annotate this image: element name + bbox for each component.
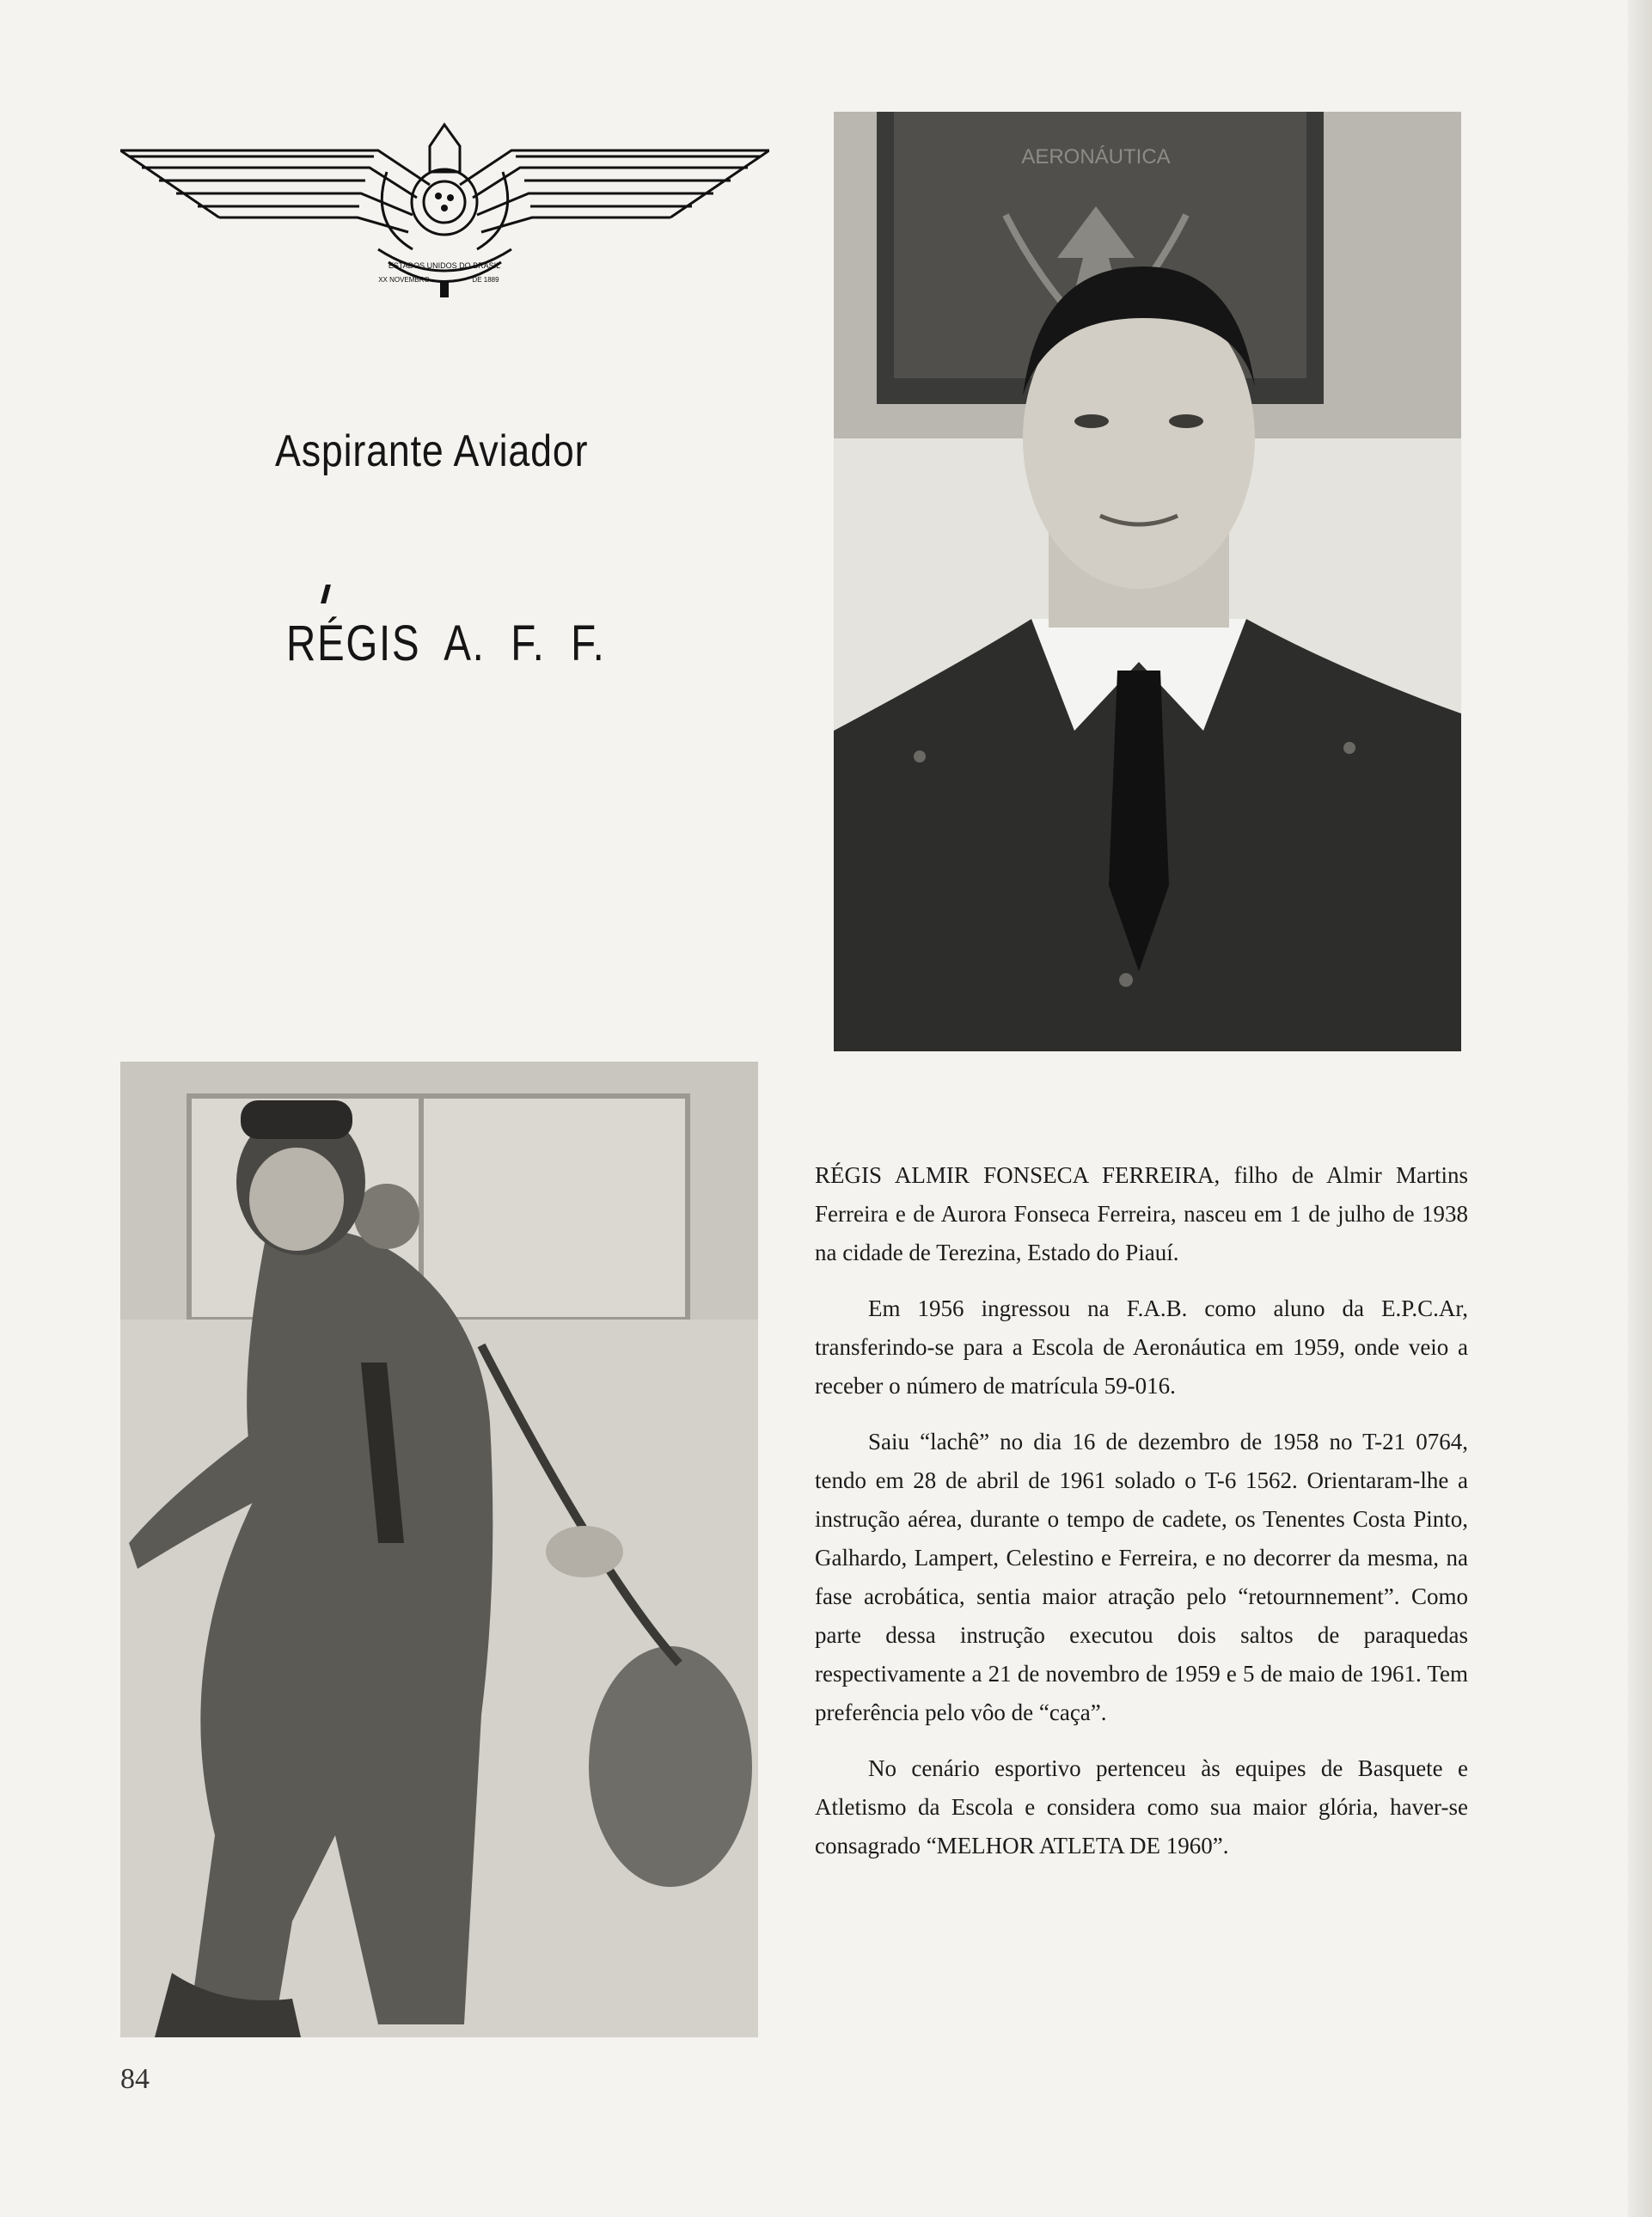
insignia-ring-text-left: XX NOVEMBRO xyxy=(378,276,430,284)
insignia-ring-text: ESTADOS UNIDOS DO BRASIL xyxy=(388,261,501,270)
plaque-text: AERONÁUTICA xyxy=(1021,145,1171,168)
biography-text xyxy=(815,1156,1468,1883)
pilot-in-flight-suit-photo xyxy=(120,1062,758,2037)
page-number: 84 xyxy=(120,2063,150,2095)
bio-paragraph-1: RÉGIS ALMIR FONSECA FERREIRA, filho de Almir Martins Ferreira e de Aurora Fonseca Ferreira, nasceu em 1 de julho de 1938 na cidade de Terezina, Estado do Piauí. xyxy=(815,1162,1468,1265)
air-force-wings-insignia-icon xyxy=(120,120,769,305)
bio-paragraph-3: Saiu “lachê” no dia 16 de dezembro de 1958 no T-21 0764, tendo em 28 de abril de 1961 solado o T-6 1562. Orientaram-lhe a instrução aérea, durante o tempo de cadete, os Tenentes Costa Pinto, Galhardo, Lampert, Celestino e Ferreira, e no decorrer da mesma, na fase acrobática, sentia maior atração pelo “retournnement”. Como parte dessa instrução executou dois saltos de paraquedas respectivamente a 21 de novembro de 1959 e 5 de maio de 1961. Tem preferência pelo vôo de “caça”. xyxy=(815,1429,1468,1725)
bio-paragraph-2: Em 1956 ingressou na F.A.B. como aluno da E.P.C.Ar, transferindo-se para a Escola de Aeronáutica em 1959, onde veio a receber o número de matrícula 59-016. xyxy=(815,1295,1468,1399)
rank-title: Aspirante Aviador xyxy=(275,426,589,476)
cadet-name: RÉGIS A. F. F. xyxy=(286,615,606,671)
insignia-ring-text-right: DE 1889 xyxy=(472,276,499,284)
page-edge xyxy=(1628,0,1652,2217)
bio-paragraph-4: No cenário esportivo pertenceu às equipes de Basquete e Atletismo da Escola e considera como sua maior glória, haver-se consagrado “MELHOR ATLETA DE 1960”. xyxy=(815,1755,1468,1859)
cadet-portrait-photo xyxy=(834,112,1461,1051)
accent-mark xyxy=(321,585,331,603)
